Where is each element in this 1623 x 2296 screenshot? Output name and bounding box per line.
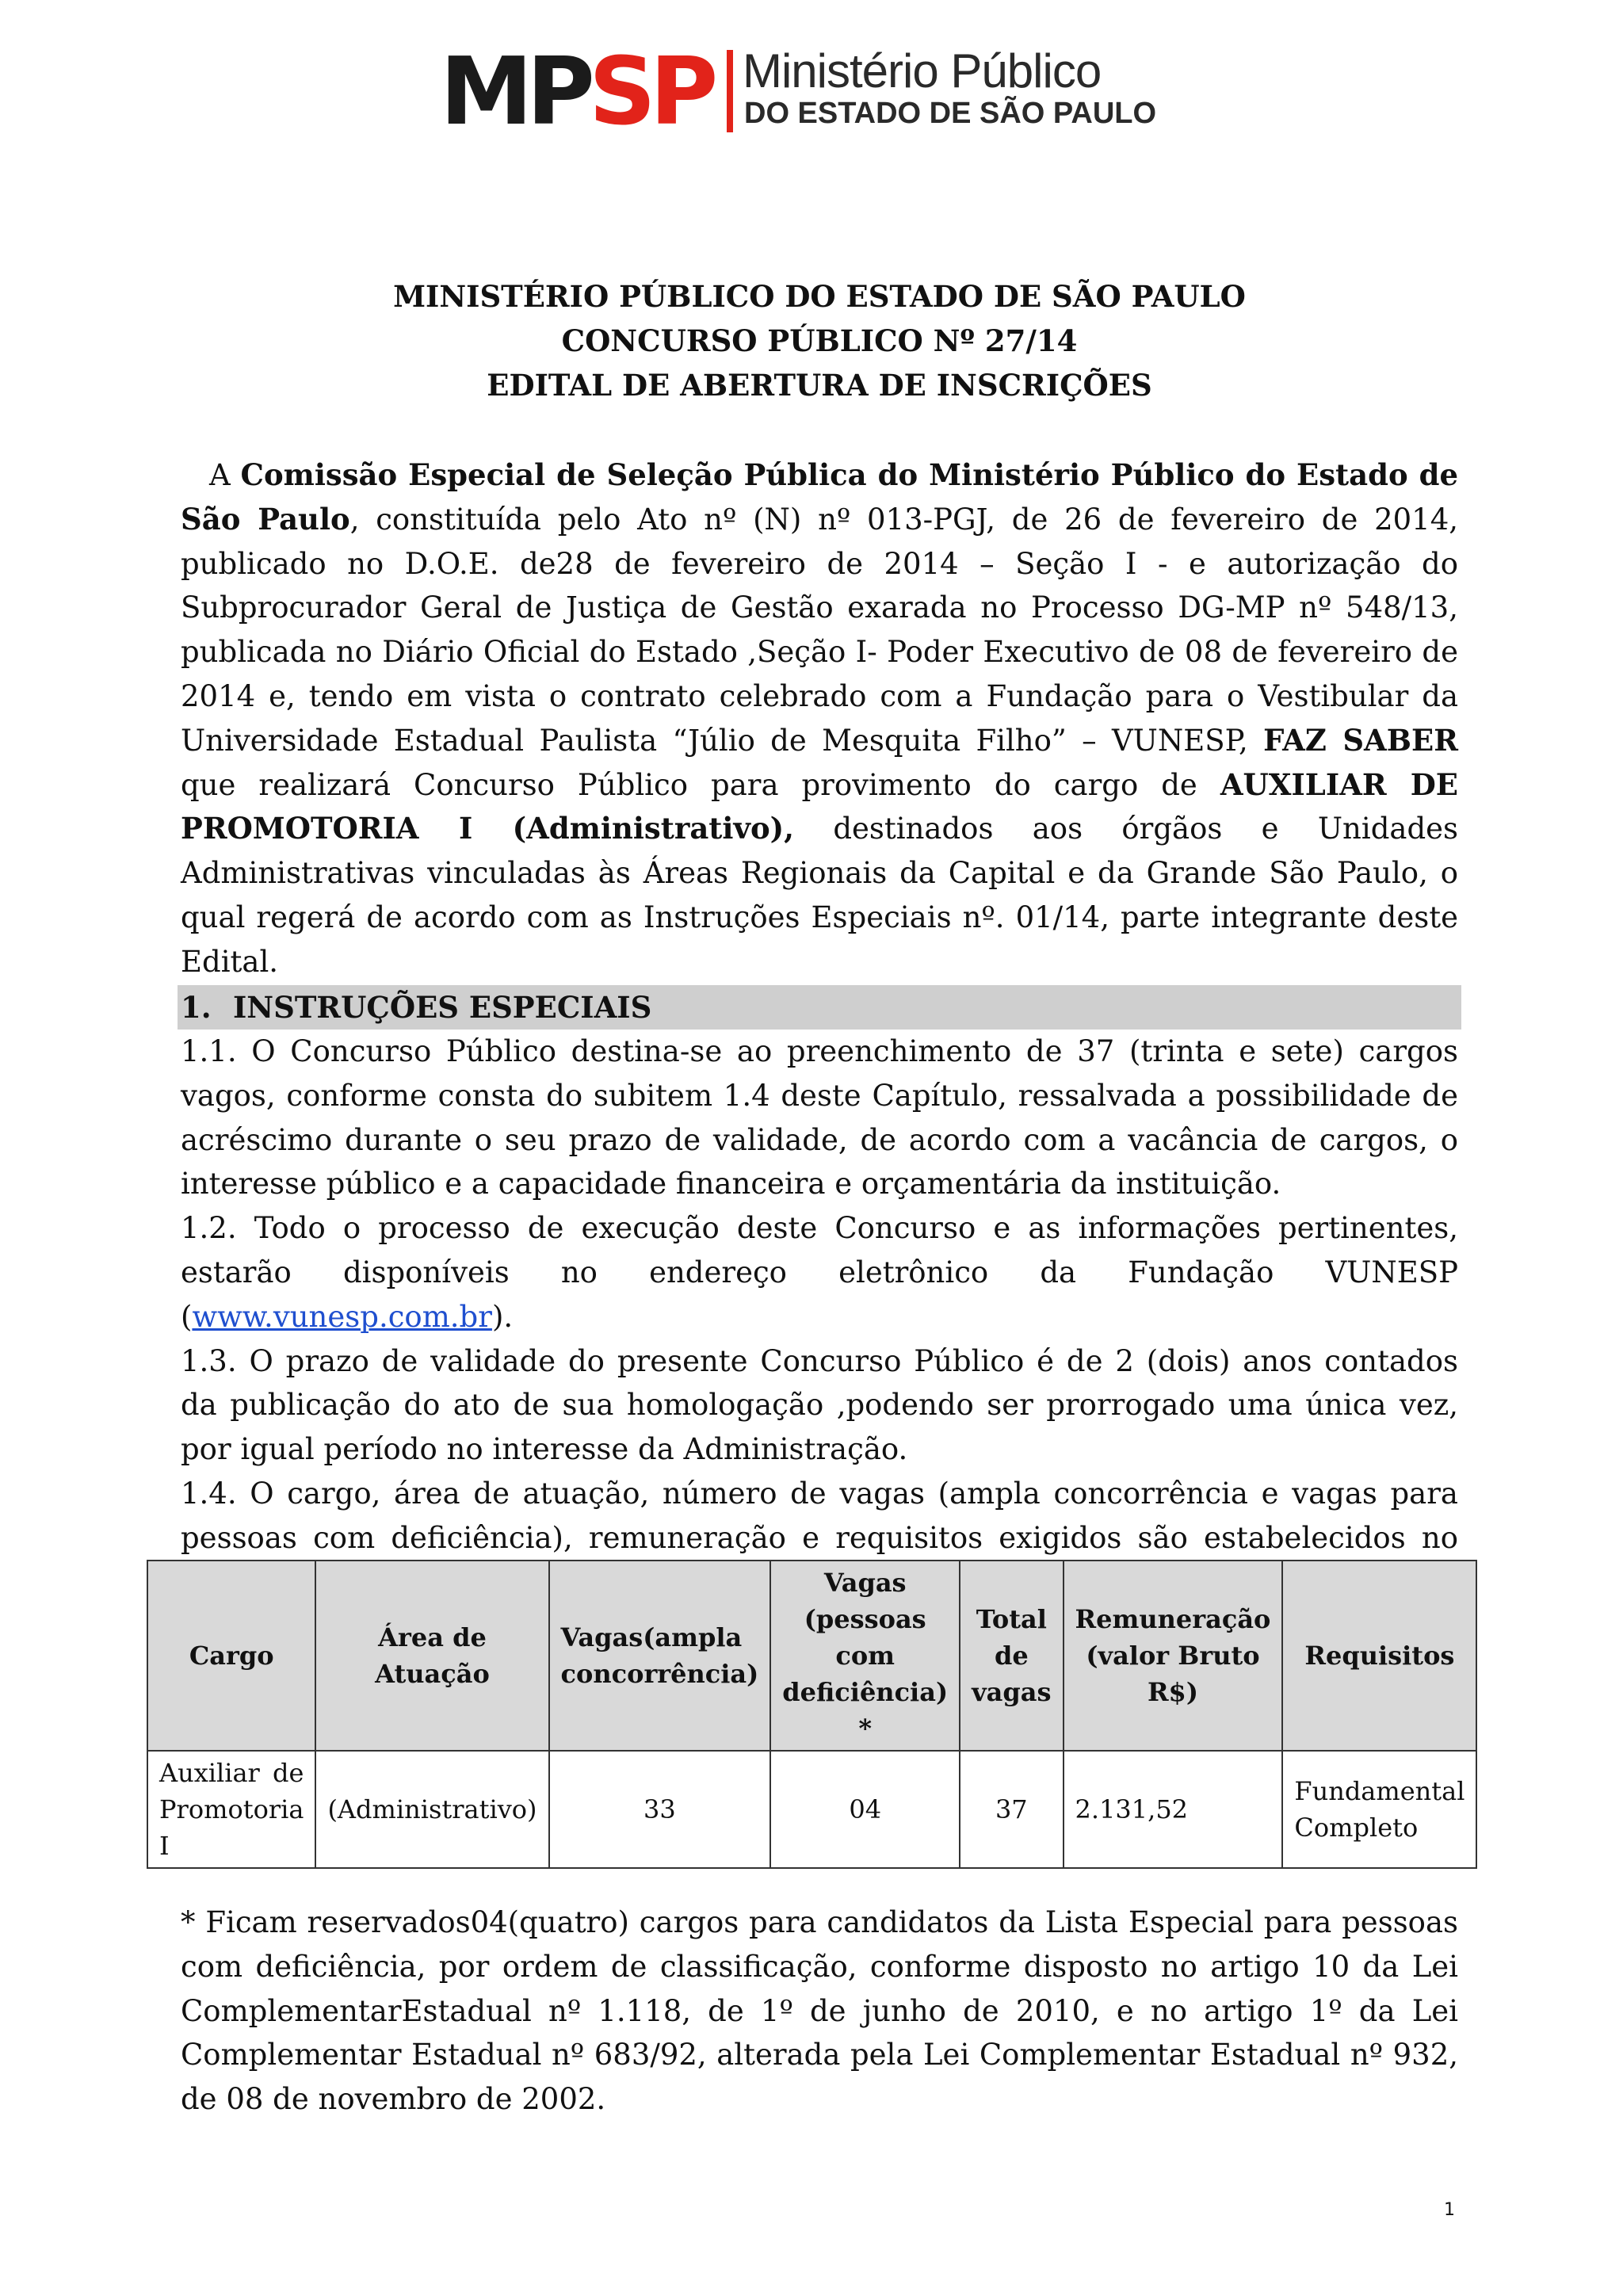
item-1-2 — [181, 1206, 1458, 1339]
col-header-cargo: Cargo — [147, 1561, 315, 1751]
doc-heading-edict: EDITAL DE ABERTURA DE INSCRIÇÕES — [487, 368, 1152, 403]
intro-paragraph — [181, 453, 1458, 984]
cell-requisitos: Fundamental Completo — [1282, 1751, 1476, 1868]
intro-text-3: destinados aos órgãos e Unidades Administrativas vinculadas às Áreas Regionais da Capital e da Grande São Paulo, o qual regerá de acordo com as Instruções Especiais nº. 01/14, parte integrante deste Edital. — [181, 812, 1459, 979]
item-1-3: 1.3. O prazo de validade do presente Concurso Público é de 2 (dois) anos contados da publicação do ato de sua homologação ,podendo ser prorrogado uma única vez, por igual período no interesse da Administração. — [181, 1343, 1458, 1467]
vacancies-table — [147, 1560, 1477, 1869]
col-header-total: Total de vagas — [960, 1561, 1063, 1751]
logo-subtitle: DO ESTADO DE SÃO PAULO — [744, 97, 1157, 130]
table-header-row — [147, 1561, 1476, 1751]
logo-title: Ministério Público — [743, 44, 1102, 97]
doc-heading-institution: MINISTÉRIO PÚBLICO DO ESTADO DE SÃO PAULO — [393, 279, 1246, 314]
col-header-vagas-pcd: Vagas (pessoas com deficiência) * — [770, 1561, 960, 1751]
section-heading — [181, 985, 651, 1030]
col-header-remuneracao: Remuneração (valor Bruto R$) — [1064, 1561, 1283, 1751]
logo-sp: SP — [588, 36, 712, 146]
table-row — [147, 1751, 1476, 1868]
cell-vagas-ampla: 33 — [549, 1751, 771, 1868]
intro-text-2: que realizará Concurso Público para provimento do cargo de — [181, 767, 1220, 802]
section-number: 1. — [181, 990, 212, 1025]
cell-total: 37 — [960, 1751, 1063, 1868]
mpsp-logo — [440, 36, 1157, 146]
doc-heading-contest: CONCURSO PÚBLICO Nº 27/14 — [561, 323, 1078, 358]
col-header-requisitos: Requisitos — [1282, 1561, 1476, 1751]
cell-vagas-pcd: 04 — [770, 1751, 960, 1868]
intro-bold-faz-saber: FAZ SABER — [1263, 722, 1458, 758]
intro-bold-cargo: AUXILIAR DE PROMOTORIA I (Administrativo), — [181, 766, 1458, 846]
intro-text-1: , constituída pelo Ato nº (N) nº 013-PGJ, de 26 de fevereiro de 2014, publicado no D.O.E. de28 de fevereiro de 2014 – Seção I - e autorização do Subprocurador Geral de Justiça de Gestão exarada no Processo DG-MP nº 548/13, publicada no Diário Oficial do Estado ,Seção I- Poder Executivo de 08 de fevereiro de 2014 e, tendo em vista o contrato celebrado com a Fundação para o Vestibular da Universidade Estadual Paulista “Júlio de Mesquita Filho” – VUNESP, — [181, 502, 1459, 758]
item-1-2-text: 1.2. Todo o processo de execução deste Concurso e as informações pertinentes, estarão disponíveis no endereço eletrônico da Fundação VUNESP ( — [181, 1211, 1458, 1334]
logo-mark — [440, 36, 712, 146]
section-1-items — [181, 1030, 1458, 1604]
footnote-paragraph: * Ficam reservados04(quatro) cargos para candidatos da Lista Especial para pessoas com deficiência, por ordem de classificação, conforme disposto no artigo 10 da Lei ComplementarEstadual nº 1.118, de 1º de junho de 2010, e no artigo 1º da Lei Complementar Estadual nº 683/92, alterada pela Lei Complementar Estadual nº 932, de 08 de novembro de 2002. — [181, 1905, 1458, 2117]
vunesp-link[interactable]: www.vunesp.com.br — [192, 1299, 492, 1334]
col-header-area: Área de Atuação — [315, 1561, 548, 1751]
item-1-1: 1.1. O Concurso Público destina-se ao preenchimento de 37 (trinta e sete) cargos vagos, conforme consta do subitem 1.4 deste Capítulo, ressalvada a possibilidade de acréscimo durante o seu prazo de validade, de acordo com a vacância de cargos, o interesse público e a capacidade financeira e orçamentária da instituição. — [181, 1034, 1458, 1201]
cell-remuneracao: 2.131,52 — [1064, 1751, 1283, 1868]
logo-divider — [727, 50, 733, 132]
section-title: INSTRUÇÕES ESPECIAIS — [233, 990, 652, 1025]
item-1-2-end: ). — [491, 1299, 514, 1334]
intro-bold-commission: Comissão Especial de Seleção Pública do Ministério Público do Estado de São Paulo — [181, 457, 1458, 537]
page-number: 1 — [1444, 2200, 1455, 2220]
intro-text-0: A — [209, 458, 241, 492]
col-header-vagas-ampla: Vagas(ampla concorrência) — [549, 1561, 771, 1751]
item-1-4: 1.4. O cargo, área de atuação, número de vagas (ampla concorrência e vagas para pessoas com deficiência), remuneração e requisitos exigidos são estabelecidos no — [181, 1476, 1458, 1555]
logo-mp: MP — [440, 36, 589, 146]
cell-cargo: Auxiliar de Promotoria I — [147, 1751, 315, 1868]
cell-area: (Administrativo) — [315, 1751, 548, 1868]
